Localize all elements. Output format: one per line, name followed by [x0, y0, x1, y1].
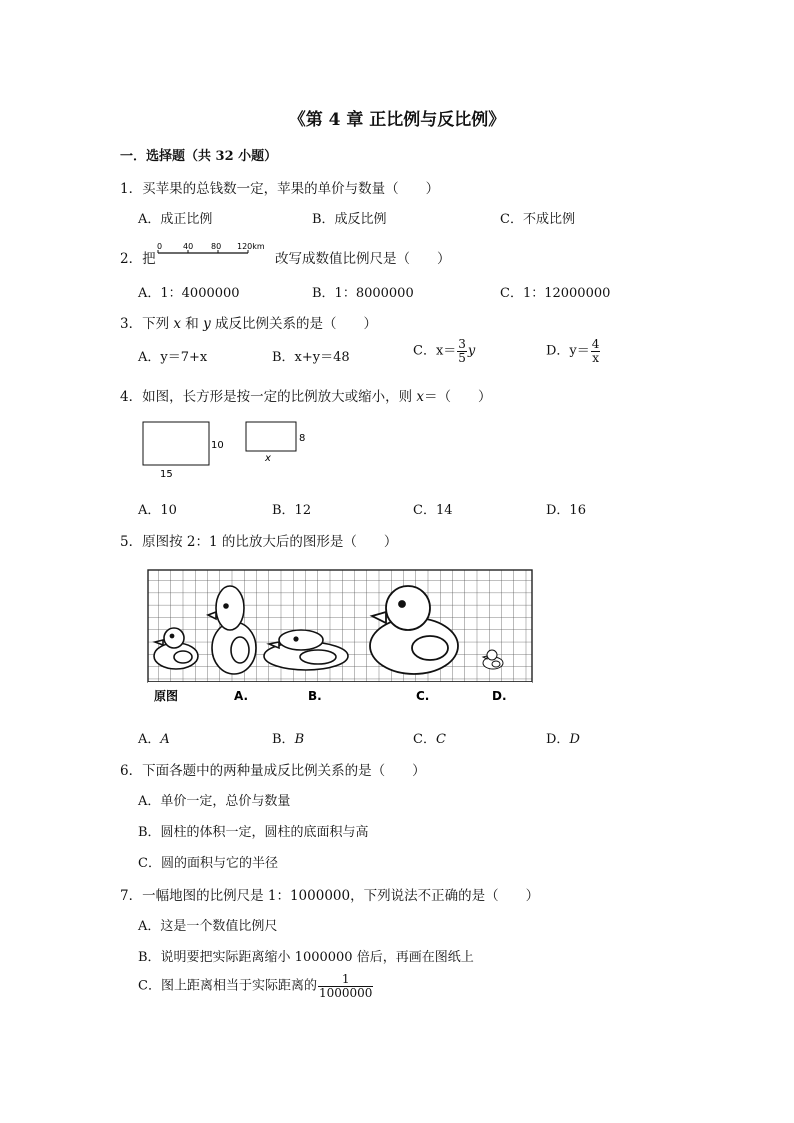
- question-1-option-c: C．不成比例: [500, 212, 575, 227]
- large-rect-height-label: 10: [211, 440, 224, 451]
- question-5-option-b: B．B: [272, 732, 305, 747]
- question-5-option-d: D．D: [546, 732, 580, 747]
- question-6-option-a: A．单价一定，总价与数量: [138, 794, 291, 809]
- question-2-option-c: C．1：12000000: [500, 286, 611, 301]
- small-rect-width-label: x: [265, 453, 271, 464]
- question-5-option-c: C．C: [413, 732, 446, 747]
- question-4-option-a: A．10: [138, 503, 177, 518]
- question-1-option-b: B．成反比例: [312, 212, 387, 227]
- figure-label-c: C.: [416, 689, 430, 703]
- question-2-suffix: 改写成数值比例尺是（ ）: [275, 251, 451, 267]
- figure-label-a: A.: [234, 689, 249, 703]
- question-2-option-a: A．1：4000000: [138, 286, 240, 301]
- page-title: 《第 4 章 正比例与反比例》: [288, 110, 506, 130]
- question-2-option-b: B．1：8000000: [312, 286, 414, 301]
- line-scale-figure: [155, 240, 275, 262]
- scale-label-0: 0: [157, 242, 163, 251]
- question-3-stem: 3．下列 x 和 y 成反比例关系的是（ ）: [120, 316, 378, 332]
- question-2-prefix: 2．把: [120, 251, 156, 267]
- figure-label-d: D.: [492, 689, 507, 703]
- question-1-stem: 1．买苹果的总钱数一定，苹果的单价与数量（ ）: [120, 181, 440, 197]
- question-4-option-d: D．16: [546, 503, 586, 518]
- question-3-option-c: C．x＝ $\frac{3}{5}$ y: [413, 337, 476, 365]
- question-4-stem: 4．如图，长方形是按一定的比例放大或缩小，则 x＝（ ）: [120, 389, 492, 405]
- question-6-stem: 6．下面各题中的两种量成反比例关系的是（ ）: [120, 763, 426, 779]
- duck-grid-figure: [146, 568, 534, 710]
- question-6-option-b: B．圆柱的体积一定，圆柱的底面积与高: [138, 825, 369, 840]
- scale-label-120km: 120km: [237, 242, 265, 251]
- section-heading: 一．选择题（共 32 小题）: [120, 149, 278, 164]
- question-6-option-c: C．圆的面积与它的半径: [138, 856, 278, 871]
- question-7-option-b: B．说明要把实际距离缩小 1000000 倍后，再画在图纸上: [138, 950, 474, 965]
- scale-label-80: 80: [211, 242, 222, 251]
- large-rect-width-label: 15: [160, 469, 173, 480]
- small-rect-height-label: 8: [299, 433, 306, 444]
- question-5-stem: 5．原图按 2：1 的比放大后的图形是（ ）: [120, 534, 398, 550]
- grid-background: [148, 570, 532, 682]
- figure-label-original: 原图: [154, 689, 179, 703]
- question-3-option-a: A．y＝7+x: [138, 350, 208, 365]
- large-rectangle: [143, 422, 209, 465]
- question-5-option-a: A．A: [138, 732, 170, 747]
- question-7-option-a: A．这是一个数值比例尺: [138, 919, 278, 934]
- small-rectangle: [246, 422, 296, 451]
- question-4-option-c: C．14: [413, 503, 453, 518]
- question-3-option-d: D．y＝ $\frac{4}{x}$: [546, 337, 600, 365]
- question-7-stem: 7．一幅地图的比例尺是 1：1000000，下列说法不正确的是（ ）: [120, 888, 540, 904]
- question-3-option-b: B．x+y＝48: [272, 350, 350, 365]
- question-1-option-a: A．成正比例: [138, 212, 213, 227]
- figure-label-b: B.: [308, 689, 322, 703]
- question-4-option-b: B．12: [272, 503, 312, 518]
- scale-label-40: 40: [183, 242, 194, 251]
- question-7-option-c: C．图上距离相当于实际距离的 $\frac{1}{1000000}$: [138, 972, 373, 1000]
- rectangles-figure: [138, 418, 318, 482]
